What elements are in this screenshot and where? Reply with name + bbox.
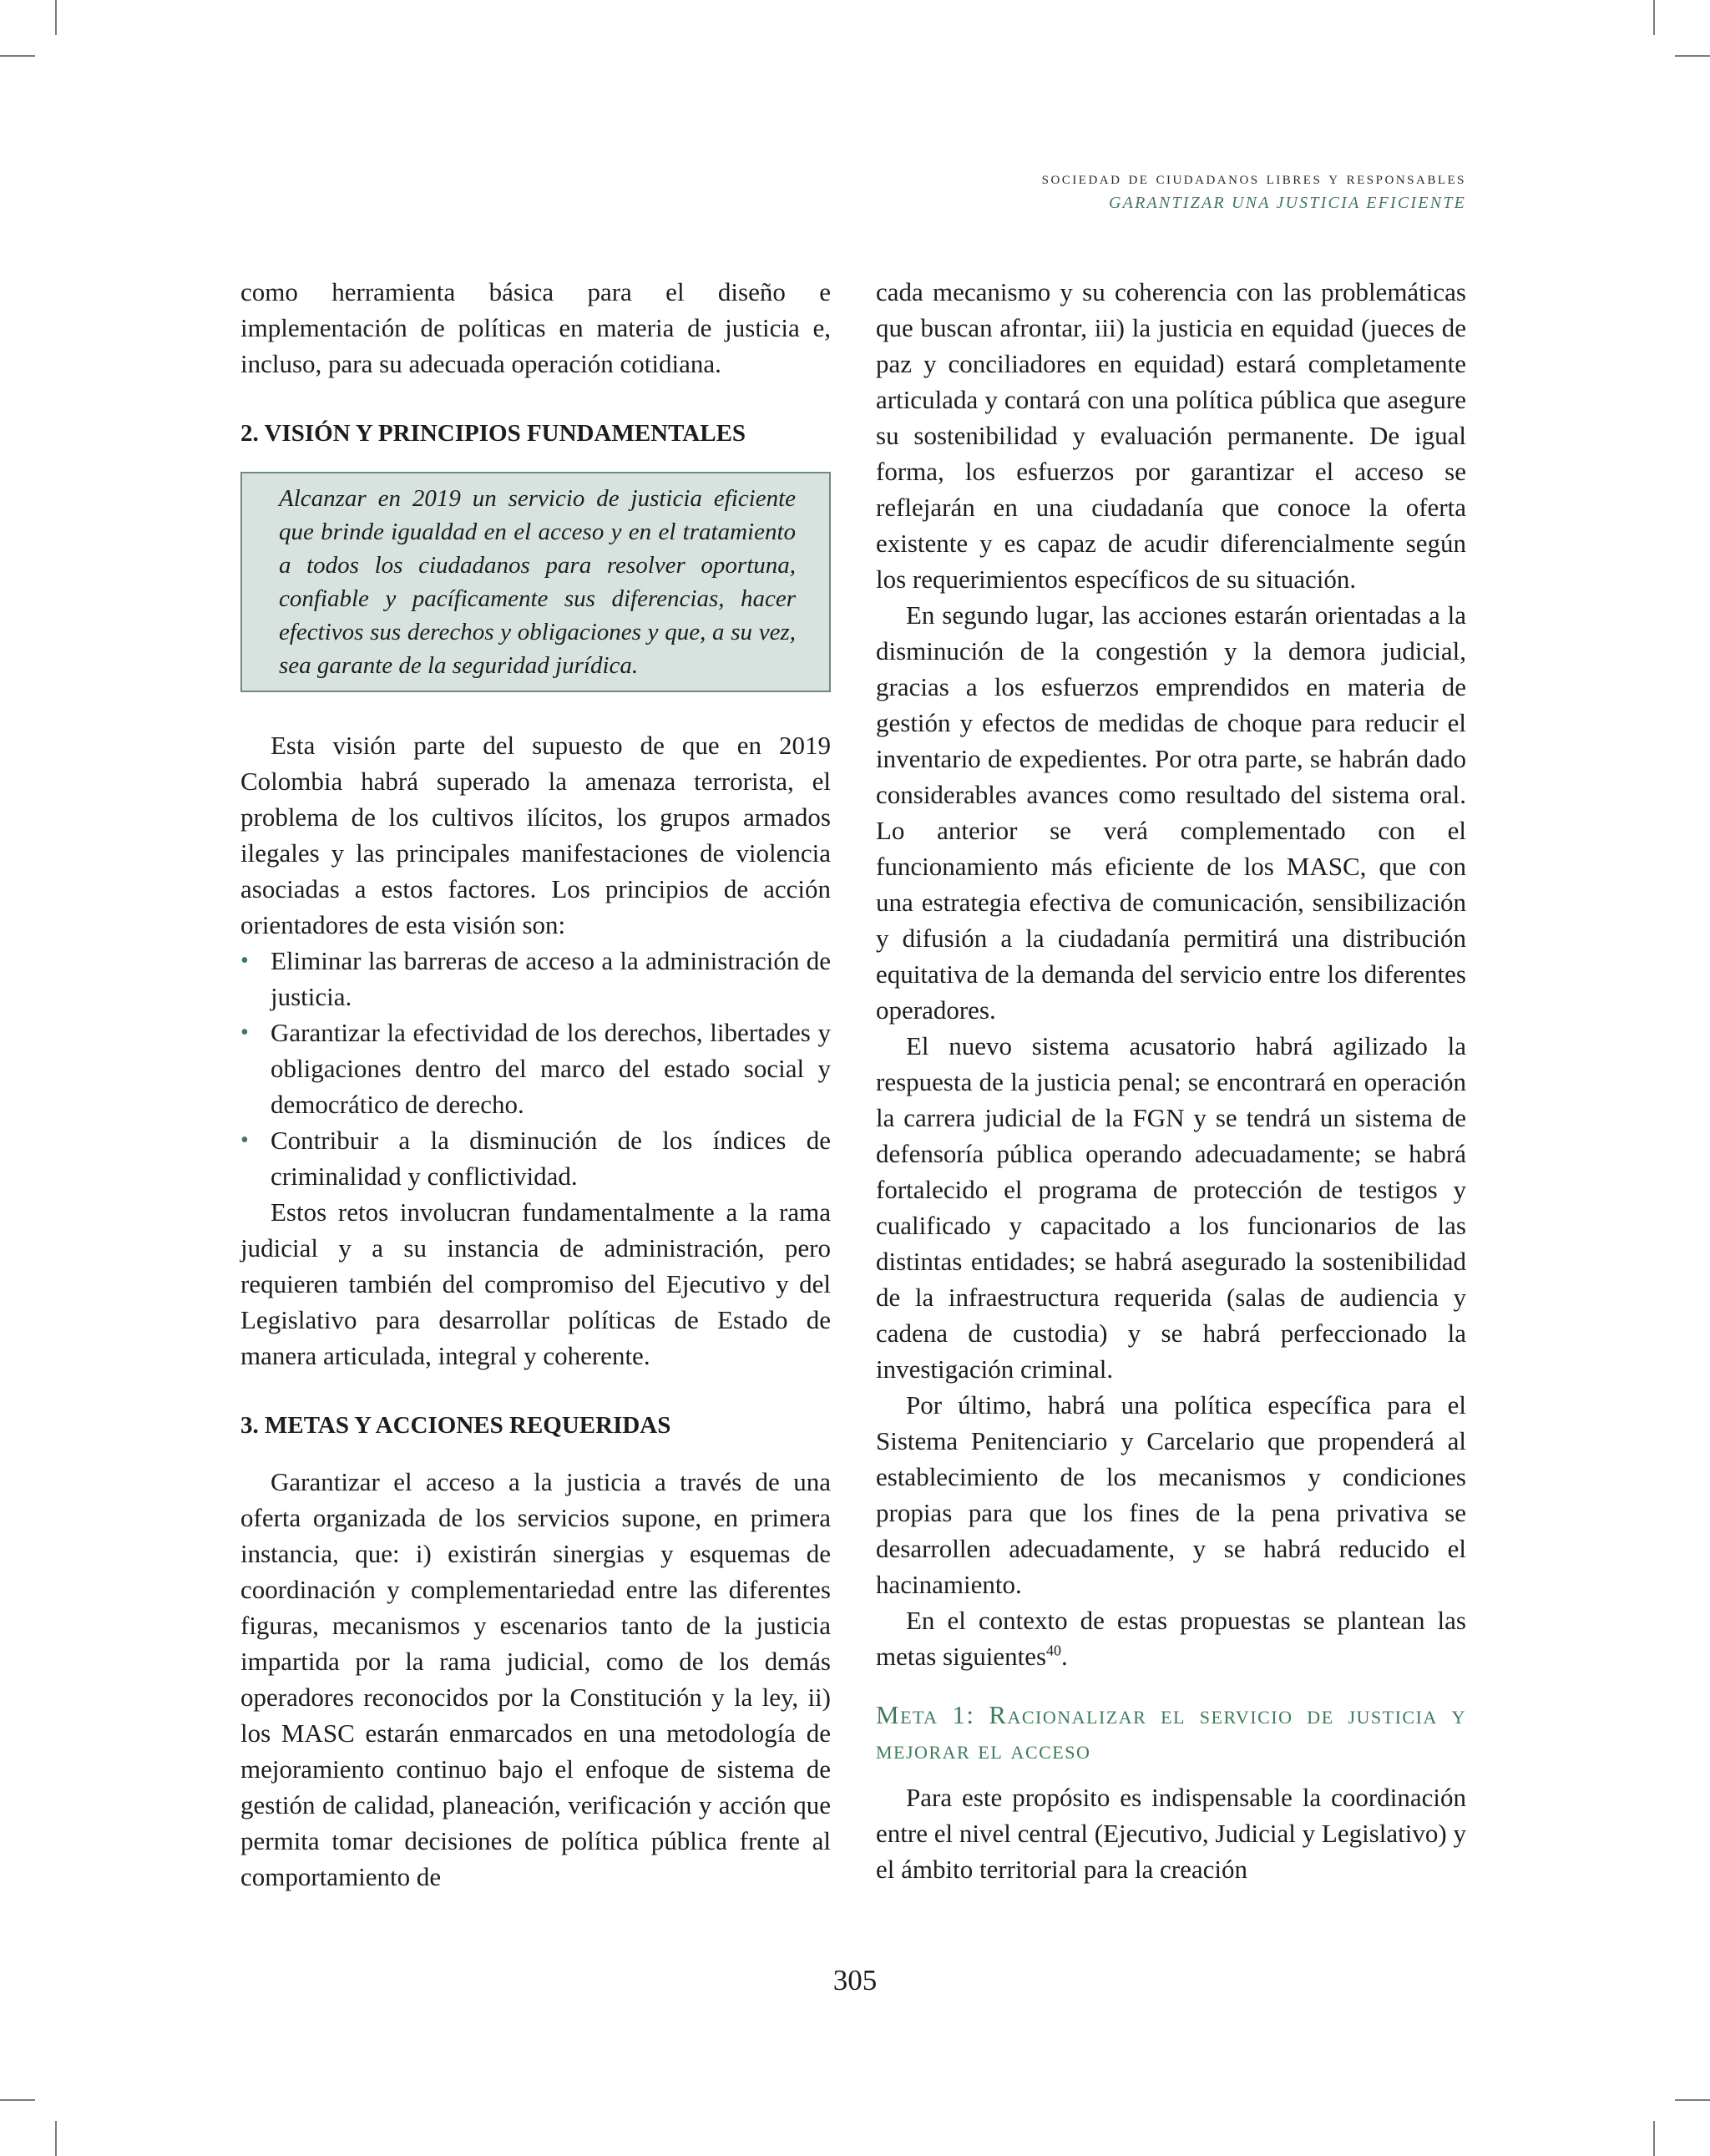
- crop-mark: [55, 2121, 57, 2156]
- goals-intro-paragraph: [876, 1602, 1466, 1674]
- crop-mark: [55, 0, 57, 35]
- goals-intro-text: En el contexto de estas propuestas se plantean las metas siguientes: [876, 1606, 1466, 1671]
- meta-1-paragraph: Para este propósito es indispensable la coordinación entre el nivel central (Ejecutivo, Judicial y Legislativo) y el ámbito territorial para la creación: [876, 1783, 1466, 1884]
- meta-1-heading: Meta 1: Racionalizar el servicio de justicia y mejorar el acceso: [876, 1700, 1466, 1764]
- left-column: [240, 274, 831, 1895]
- section-3-heading: 3. METAS Y ACCIONES REQUERIDAS: [240, 1412, 671, 1439]
- list-item: • Eliminar las barreras de acceso a la administración de justicia.: [240, 943, 831, 1015]
- continuation-paragraph: cada mecanismo y su coherencia con las problemáticas que buscan afrontar, iii) la justicia en equidad (jueces de paz y conciliadores en equidad) estará completamente articulada y contará con una política pública que asegure su sostenibilidad y evaluación permanente. De igual forma, los esfuerzos por garantizar el acceso se reflejarán en una ciudadanía que conoce la oferta existente y es capaz de acudir diferencialmente según los requerimientos específicos de su situación.: [876, 277, 1466, 594]
- challenges-paragraph: Estos retos involucran fundamentalmente a la rama judicial y a su instancia de administración, pero requieren también del compromiso del Ejecutivo y del Legislativo para desarrollar políticas de Estado de manera articulada, integral y coherente.: [240, 1197, 831, 1370]
- intro-paragraph: como herramienta básica para el diseño e implementación de políticas en materia de justicia e, incluso, para su adecuada operación cotidiana.: [240, 277, 831, 378]
- congestion-paragraph: En segundo lugar, las acciones estarán orientadas a la disminución de la congestión y la demora judicial, gracias a los esfuerzos emprendidos en materia de gestión y efectos de medidas de choque para reducir el inventario de expedientes. Por otra parte, se habrán dado considerables avances como resultado del sistema oral. Lo anterior se verá complementado con el funcionamiento más eficiente de los MASC, que con una estrategia efectiva de comunicación, sensibilización y difusión a la ciudadanía permitirá una distribución equitativa de la demanda del servicio entre los diferentes operadores.: [876, 600, 1466, 1025]
- vision-paragraph: Esta visión parte del supuesto de que en 2019 Colombia habrá superado la amenaza terrorista, el problema de los cultivos ilícitos, los grupos armados ilegales y las principales manifestaciones de violencia asociadas a estos factores. Los principios de acción orientadores de esta visión son:: [240, 731, 831, 939]
- penitentiary-paragraph: Por último, habrá una política específica para el Sistema Penitenciario y Carcelario que propenderá al establecimiento de los mecanismos y condiciones propias para que los fines de la pena privativa se desarrollen adecuadamente, y se habrá reducido el hacinamiento.: [876, 1390, 1466, 1599]
- page-number: 305: [832, 1964, 878, 1997]
- crop-mark: [0, 2099, 35, 2101]
- running-head-title: sociedad de ciudadanos libres y responsables: [1041, 167, 1466, 188]
- running-head-subtitle: GARANTIZAR UNA JUSTICIA EFICIENTE: [1109, 194, 1466, 212]
- crop-mark: [1653, 2121, 1655, 2156]
- section-2-heading: 2. VISIÓN Y PRINCIPIOS FUNDAMENTALES: [240, 420, 746, 447]
- crop-mark: [0, 55, 35, 57]
- accusatory-system-paragraph: El nuevo sistema acusatorio habrá agilizado la respuesta de la justicia penal; se encontrará en operación la carrera judicial de la FGN y se tendrá un sistema de defensoría pública operando adecuadamente; se habrá fortalecido el programa de protección de testigos y cualificado y capacitado a los funcionarios de las distintas entidades; se habrá asegurado la sostenibilidad de la infraestructura requerida (salas de audiencia y cadena de custodia) y se habrá perfeccionado la investigación criminal.: [876, 1031, 1466, 1384]
- crop-mark: [1675, 2099, 1710, 2101]
- vision-statement-box: Alcanzar en 2019 un servicio de justicia eficiente que brinde igualdad en el acceso y en el tratamiento a todos los ciudadanos para resolver oportuna, confiable y pacíficamente sus diferencias, hacer efectivos sus derechos y obligaciones y que, a su vez, sea garante de la seguridad jurídica.: [240, 472, 831, 692]
- principles-list: [240, 943, 831, 1194]
- list-item: • Garantizar la efectividad de los derechos, libertades y obligaciones dentro del marco del estado social y democrático de derecho.: [240, 1015, 831, 1122]
- footnote-reference[interactable]: 40: [1046, 1642, 1062, 1659]
- goals-intro-end: .: [1061, 1642, 1068, 1671]
- running-head: [1042, 165, 1466, 215]
- list-item: • Contribuir a la disminución de los índices de criminalidad y conflictividad.: [240, 1122, 831, 1194]
- crop-mark: [1653, 0, 1655, 35]
- access-paragraph: Garantizar el acceso a la justicia a través de una oferta organizada de los servicios supone, en primera instancia, que: i) existirán sinergias y esquemas de coordinación y complementariedad entre las diferentes figuras, mecanismos y escenarios tanto de la justicia impartida por la rama judicial, como de los demás operadores reconocidos por la Constitución y la ley, ii) los MASC estarán enmarcados en una metodología de mejoramiento continuo bajo el enfoque de sistema de gestión de calidad, planeación, verificación y acción que permita tomar decisiones de política pública frente al comportamiento de: [240, 1467, 831, 1891]
- right-column: [876, 274, 1466, 1887]
- crop-mark: [1675, 55, 1710, 57]
